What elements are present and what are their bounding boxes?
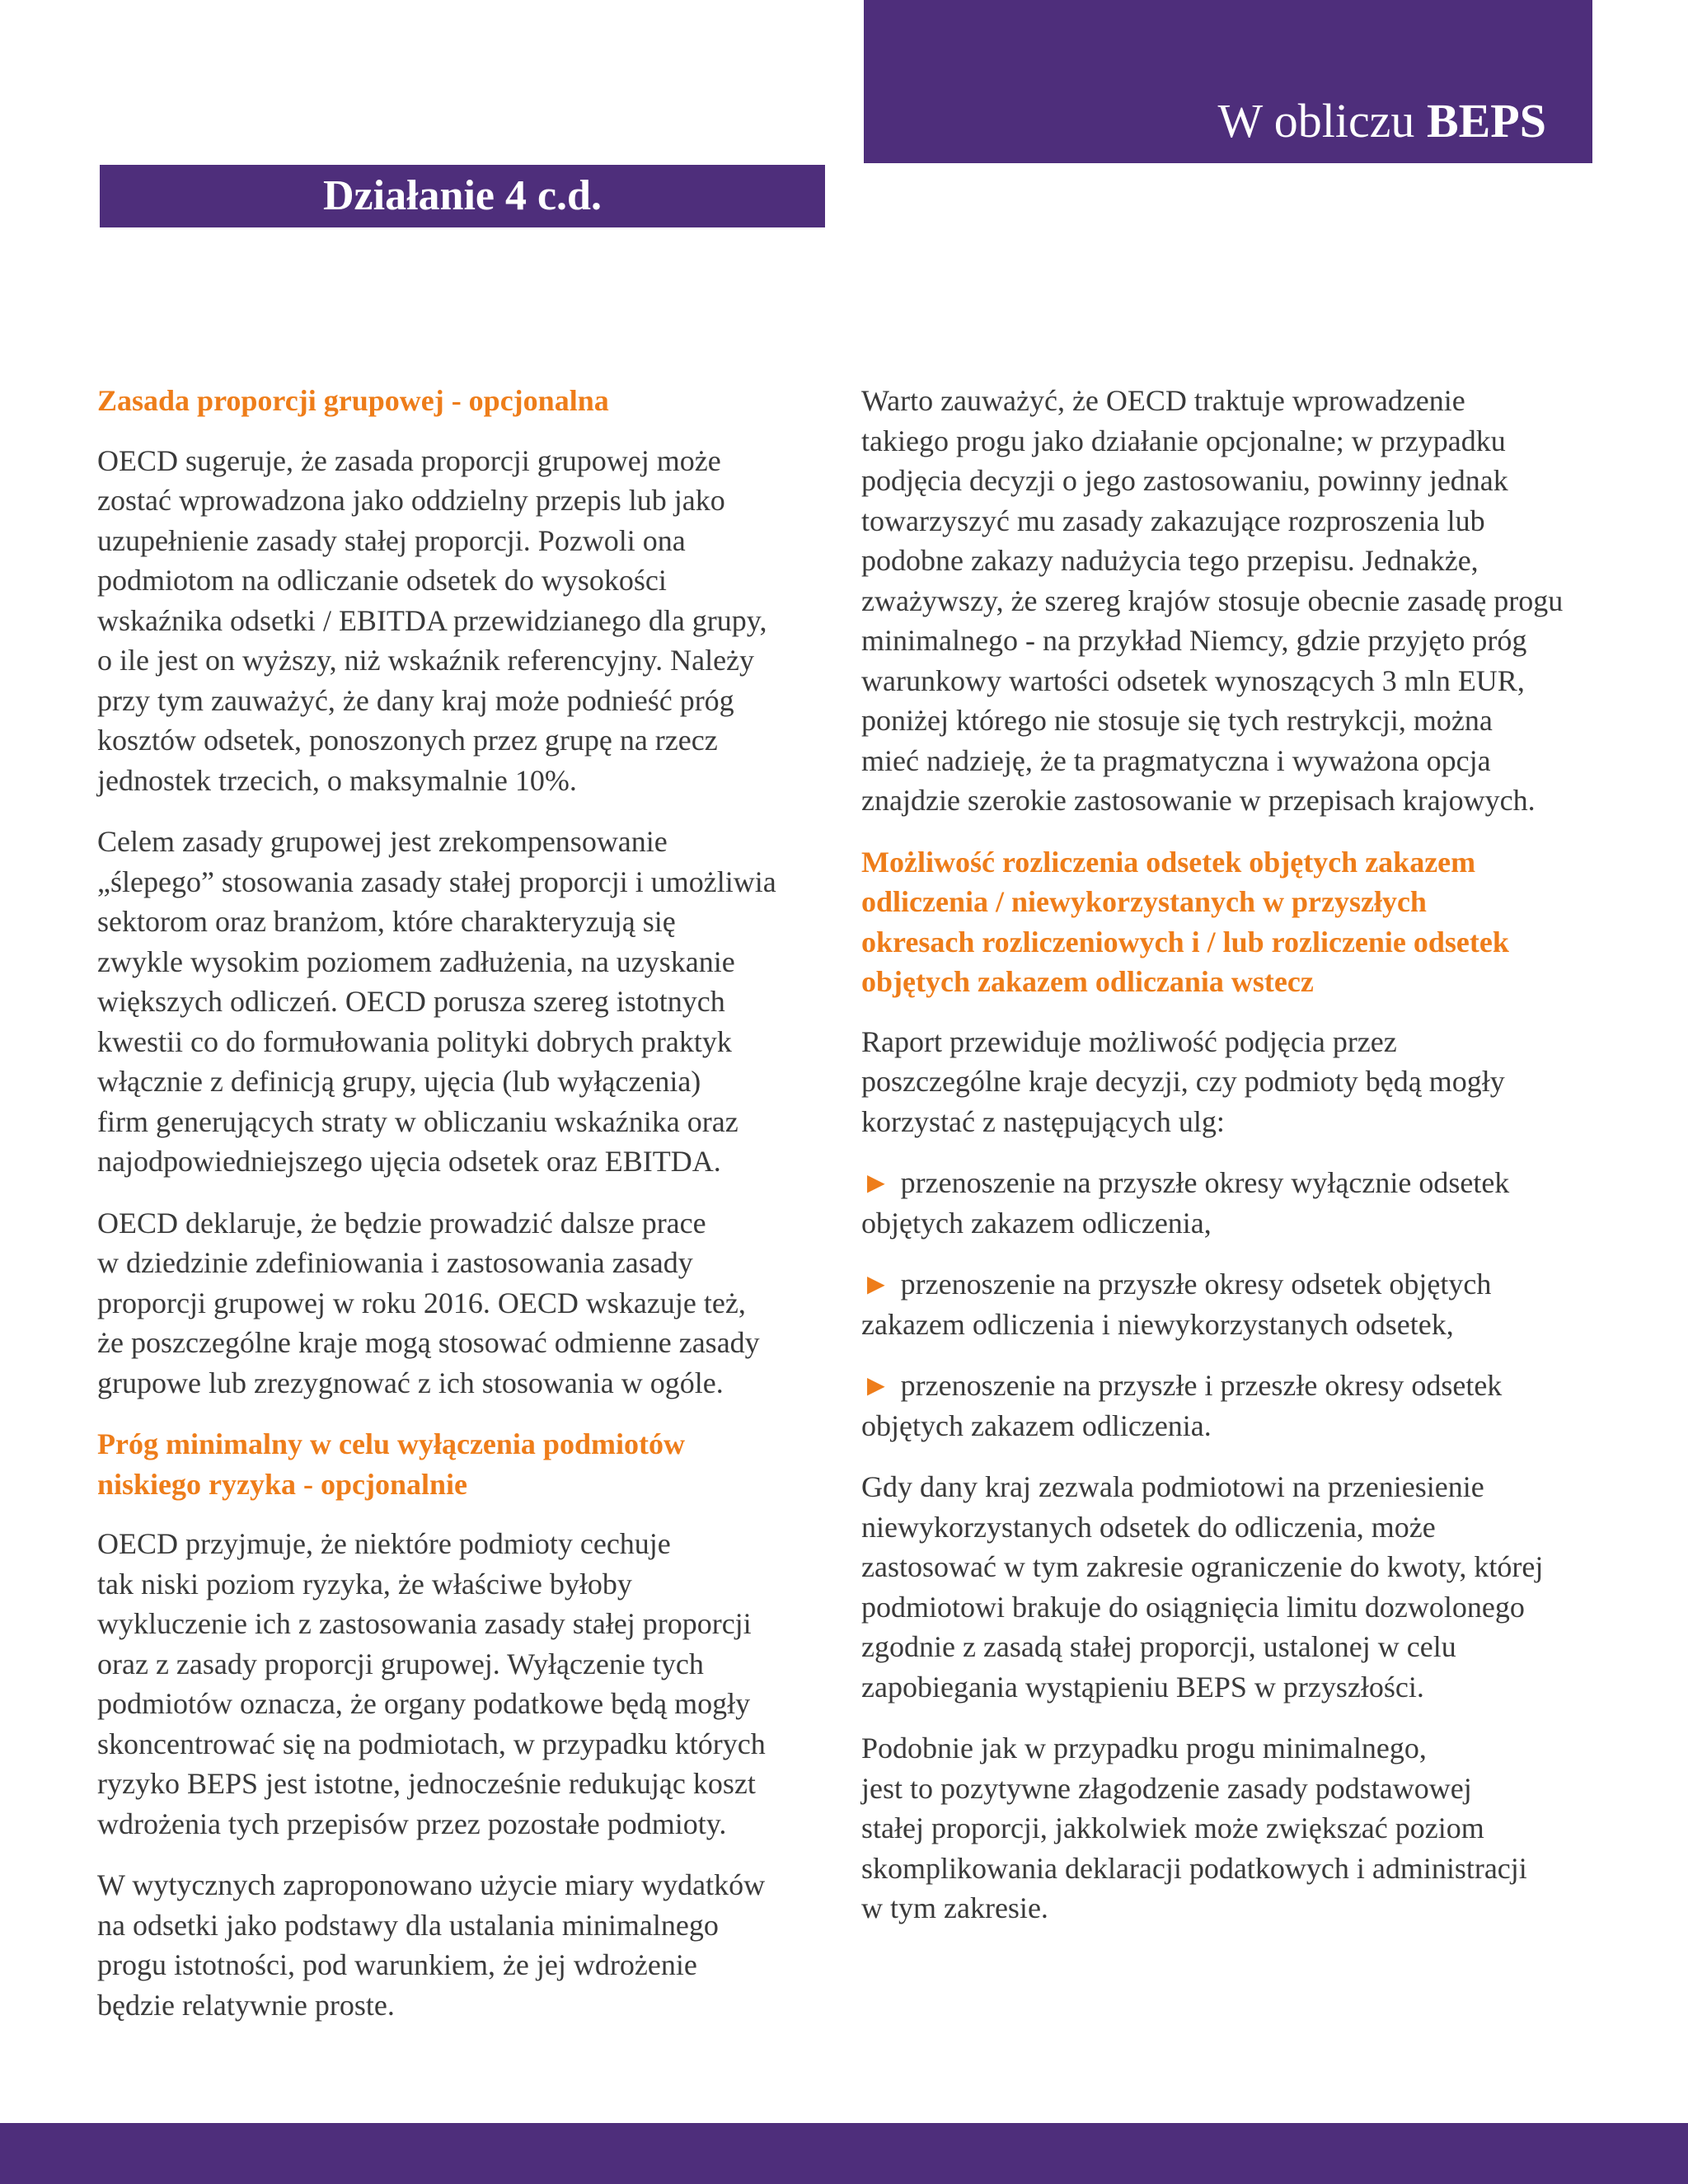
text-line-content: na odsetki jako podstawy dla ustalania minimalnego <box>97 1908 719 1942</box>
text-line <box>97 1465 831 1505</box>
text-line <box>861 1547 1595 1587</box>
text-line-content: grupowe lub zrezygnować z ich stosowania w ogóle. <box>97 1366 724 1399</box>
text-line-content: towarzyszyć mu zasady zakazujące rozproszenia lub <box>861 504 1485 537</box>
bullet-arrow-icon: ► <box>861 1369 891 1402</box>
text-line <box>97 1283 831 1324</box>
text-line <box>97 1141 831 1182</box>
text-line <box>97 1022 831 1062</box>
text-line <box>861 581 1595 621</box>
text-line <box>861 421 1595 462</box>
bullet-item-1 <box>861 1163 1595 1243</box>
text-line <box>97 1764 831 1804</box>
text-line <box>861 1467 1595 1507</box>
text-line <box>861 501 1595 541</box>
text-line-content: minimalnego - na przykład Niemcy, gdzie przyjęto próg <box>861 624 1527 657</box>
header-title-prefix: W obliczu <box>1217 94 1427 148</box>
bullet-item-3 <box>861 1366 1595 1446</box>
text-line-content: stałej proporcji, jakkolwiek może zwiększać poziom <box>861 1811 1484 1844</box>
text-line-content: zapobiegania wystąpieniu BEPS w przyszłości. <box>861 1670 1424 1704</box>
text-line-content: firm generujących straty w obliczaniu wskaźnika oraz <box>97 1104 738 1138</box>
text-line-content: warunkowy wartości odsetek wynoszących 3 mln EUR, <box>861 663 1525 697</box>
text-line-content: podmiotowi brakuje do osiągnięcia limitu dozwolonego <box>861 1590 1525 1624</box>
text-line-content: Warto zauważyć, że OECD traktuje wprowadzenie <box>861 384 1465 417</box>
text-line-content: w dziedzinie zdefiniowania i zastosowania zasady <box>97 1246 693 1279</box>
text-line <box>97 761 831 801</box>
text-line-content: ryzyko BEPS jest istotne, jednocześnie redukując koszt <box>97 1767 756 1800</box>
left-paragraph-2 <box>97 822 831 1182</box>
text-line-content: uzupełnienie zasady stałej proporcji. Pozwoli ona <box>97 523 686 557</box>
text-line-content: Zasada proporcji grupowej - opcjonalna <box>97 384 609 417</box>
text-line-content: zostać wprowadzona jako oddzielny przepis lub jako <box>97 484 725 517</box>
right-paragraph-1 <box>861 381 1595 821</box>
text-line-content: w tym zakresie. <box>861 1891 1048 1924</box>
text-line <box>861 541 1595 581</box>
text-line <box>861 780 1595 821</box>
text-line-content: zwykle wysokim poziomem zadłużenia, na uzyskanie <box>97 944 735 978</box>
text-line <box>861 381 1595 421</box>
text-line-content: mieć nadzieję, że ta pragmatyczna i wyważona opcja <box>861 743 1491 777</box>
text-line <box>861 1808 1595 1849</box>
text-line <box>861 661 1595 701</box>
text-line <box>97 640 831 681</box>
text-line-content: przy tym zauważyć, że dany kraj może podnieść próg <box>97 683 734 717</box>
text-line <box>861 1366 1595 1406</box>
text-line-content: takiego progu jako działanie opcjonalne; w przypadku <box>861 424 1506 457</box>
text-line-content: Próg minimalny w celu wyłączenia podmiotów <box>97 1427 685 1460</box>
text-line <box>97 1203 831 1244</box>
text-line-content: objętych zakazem odliczenia, <box>861 1206 1212 1240</box>
text-line-content: korzystać z następujących ulg: <box>861 1104 1225 1138</box>
text-line-content: „ślepego” stosowania zasady stałej proporcji i umożliwia <box>97 865 776 898</box>
text-line-content: oraz z zasady proporcji grupowej. Wyłączenie tych <box>97 1647 704 1680</box>
text-line <box>861 922 1595 963</box>
section-title-bar <box>100 165 825 227</box>
right-column <box>861 381 1595 1950</box>
text-line-content: W wytycznych zaproponowano użycie miary wydatków <box>97 1868 766 1901</box>
header-title <box>1217 94 1546 148</box>
text-line <box>861 882 1595 922</box>
text-line <box>97 902 831 942</box>
text-line-content: zastosować w tym zakresie ograniczenie do kwoty, której <box>861 1550 1544 1583</box>
text-line-content: włącznie z definicją grupy, ujęcia (lub wyłączenia) <box>97 1065 701 1098</box>
text-line-content: zgodnie z zasadą stałej proporcji, ustalonej w celu <box>861 1630 1456 1663</box>
text-line <box>97 862 831 902</box>
right-paragraph-3 <box>861 1467 1595 1707</box>
text-line-content: zakazem odliczenia i niewykorzystanych odsetek, <box>861 1307 1454 1341</box>
left-paragraph-4 <box>97 1524 831 1844</box>
header-bar <box>864 0 1592 163</box>
text-line <box>861 461 1595 501</box>
text-line <box>861 1888 1595 1929</box>
left-paragraph-3 <box>97 1203 831 1404</box>
text-line-content: Podobnie jak w przypadku progu minimalnego, <box>861 1732 1427 1765</box>
text-line-content: OECD deklaruje, że będzie prowadzić dalsze prace <box>97 1206 706 1240</box>
left-column <box>97 381 831 2046</box>
text-line-content: podmiotów oznacza, że organy podatkowe będą mogły <box>97 1687 751 1720</box>
text-line-content: skomplikowania deklaracji podatkowych i administracji <box>861 1851 1527 1885</box>
text-line <box>97 480 831 521</box>
text-line <box>97 1865 831 1905</box>
left-paragraph-1 <box>97 441 831 801</box>
text-line <box>97 381 831 421</box>
left-heading-de-minimis <box>97 1424 831 1504</box>
text-line <box>97 942 831 982</box>
text-line-content: będzie relatywnie proste. <box>97 1988 395 2022</box>
text-line-content: wykluczenie ich z zastosowania zasady stałej proporcji <box>97 1607 752 1640</box>
text-line-content: objętych zakazem odliczenia. <box>861 1408 1212 1442</box>
text-line <box>97 1604 831 1644</box>
text-line-content: kosztów odsetek, ponoszonych przez grupę na rzecz <box>97 724 718 757</box>
text-line <box>97 1323 831 1363</box>
text-line <box>97 1804 831 1844</box>
text-line <box>97 982 831 1022</box>
text-line-content: znajdzie szerokie zastosowanie w przepisach krajowych. <box>861 784 1536 817</box>
text-line <box>861 1163 1595 1203</box>
text-line-content: niskiego ryzyka - opcjonalnie <box>97 1467 468 1501</box>
text-line-content: przenoszenie na przyszłe okresy wyłącznie odsetek <box>900 1166 1510 1199</box>
text-line-content: podobne zakazy nadużycia tego przepisu. Jednakże, <box>861 544 1479 577</box>
text-line-content: Celem zasady grupowej jest zrekompensowanie <box>97 825 668 858</box>
bullet-item-2 <box>861 1264 1595 1344</box>
text-line <box>861 1849 1595 1889</box>
text-line <box>861 1022 1595 1062</box>
text-line-content: okresach rozliczeniowych i / lub rozliczenie odsetek <box>861 925 1509 958</box>
text-line-content: zważywszy, że szereg krajów stosuje obecnie zasadę progu <box>861 583 1564 617</box>
text-line-content: niewykorzystanych odsetek do odliczenia, może <box>861 1510 1436 1544</box>
text-line <box>861 962 1595 1002</box>
text-line <box>861 621 1595 661</box>
text-line-content: Raport przewiduje możliwość podjęcia przez <box>861 1024 1397 1058</box>
text-line <box>97 822 831 862</box>
text-line <box>861 1507 1595 1548</box>
text-line-content: Gdy dany kraj zezwala podmiotowi na przeniesienie <box>861 1470 1484 1503</box>
text-line <box>97 560 831 601</box>
text-line <box>861 1264 1595 1305</box>
left-paragraph-5 <box>97 1865 831 2025</box>
text-line-content: wskaźnika odsetki / EBITDA przewidzianego dla grupy, <box>97 603 767 637</box>
text-line <box>861 1667 1595 1708</box>
text-line-content: objętych zakazem odliczania wstecz <box>861 965 1314 998</box>
text-line <box>861 1203 1595 1244</box>
text-line <box>861 701 1595 741</box>
right-heading-carry-forward <box>861 842 1595 1002</box>
text-line <box>97 1243 831 1283</box>
bullet-arrow-icon: ► <box>861 1166 891 1199</box>
text-line <box>97 1644 831 1685</box>
footer-bar <box>0 2123 1688 2184</box>
text-line-content: kwestii co do formułowania polityki dobrych praktyk <box>97 1024 732 1058</box>
text-line-content: jednostek trzecich, o maksymalnie 10%. <box>97 763 577 797</box>
text-line <box>97 1985 831 2026</box>
section-title: Działanie 4 c.d. <box>323 172 602 219</box>
text-line <box>861 1587 1595 1628</box>
left-heading-group-ratio <box>97 381 831 421</box>
text-line <box>97 521 831 561</box>
text-line <box>861 1728 1595 1769</box>
text-line-content: Możliwość rozliczenia odsetek objętych zakazem <box>861 845 1476 879</box>
text-line-content: tak niski poziom ryzyka, że właściwe byłoby <box>97 1567 632 1601</box>
text-line-content: o ile jest on wyższy, niż wskaźnik referencyjny. Należy <box>97 644 755 677</box>
text-line-content: najodpowiedniejszego ujęcia odsetek oraz EBITDA. <box>97 1145 721 1178</box>
text-line-content: sektorom oraz branżom, które charakteryzują się <box>97 905 676 938</box>
text-line-content: że poszczególne kraje mogą stosować odmienne zasady <box>97 1326 760 1359</box>
text-line-content: OECD przyjmuje, że niektóre podmioty cechuje <box>97 1527 671 1560</box>
header-title-bold: BEPS <box>1426 94 1546 148</box>
text-line <box>861 1769 1595 1809</box>
text-line-content: skoncentrować się na podmiotach, w przypadku których <box>97 1727 766 1760</box>
text-line-content: większych odliczeń. OECD porusza szereg istotnych <box>97 985 725 1018</box>
text-line-content: podjęcia decyzji o jego zastosowaniu, powinny jednak <box>861 464 1508 497</box>
text-line-content: poniżej którego nie stosuje się tych restrykcji, można <box>861 704 1493 737</box>
text-line <box>97 1363 831 1404</box>
right-paragraph-4 <box>861 1728 1595 1929</box>
text-line <box>97 601 831 641</box>
text-line <box>97 1524 831 1564</box>
text-line <box>861 1406 1595 1446</box>
text-line-content: odliczenia / niewykorzystanych w przyszłych <box>861 885 1427 918</box>
text-line <box>97 1062 831 1102</box>
text-line <box>97 681 831 721</box>
text-line <box>861 1627 1595 1667</box>
text-line-content: przenoszenie na przyszłe i przeszłe okresy odsetek <box>900 1369 1503 1402</box>
text-line-content: poszczególne kraje decyzji, czy podmioty będą mogły <box>861 1065 1505 1098</box>
text-line <box>97 1102 831 1142</box>
bullet-arrow-icon: ► <box>861 1268 891 1301</box>
text-line-content: wdrożenia tych przepisów przez pozostałe podmioty. <box>97 1807 727 1840</box>
text-line <box>861 1102 1595 1142</box>
text-line <box>97 441 831 481</box>
text-line <box>861 741 1595 781</box>
text-line <box>97 1945 831 1985</box>
text-line <box>861 1062 1595 1102</box>
text-line <box>97 1684 831 1724</box>
text-line-content: jest to pozytywne złagodzenie zasady podstawowej <box>861 1771 1472 1805</box>
text-line-content: podmiotom na odliczanie odsetek do wysokości <box>97 564 667 597</box>
text-line-content: proporcji grupowej w roku 2016. OECD wskazuje też, <box>97 1286 746 1319</box>
text-line-content: przenoszenie na przyszłe okresy odsetek objętych <box>900 1268 1492 1301</box>
text-line <box>97 1905 831 1946</box>
text-line <box>97 1724 831 1765</box>
text-line-content: progu istotności, pod warunkiem, że jej wdrożenie <box>97 1948 697 1981</box>
text-line-content: OECD sugeruje, że zasada proporcji grupowej może <box>97 443 721 477</box>
text-line <box>861 1305 1595 1345</box>
text-line <box>97 1564 831 1605</box>
text-line <box>97 1424 831 1465</box>
right-paragraph-2 <box>861 1022 1595 1142</box>
text-line <box>97 720 831 761</box>
text-line <box>861 842 1595 883</box>
